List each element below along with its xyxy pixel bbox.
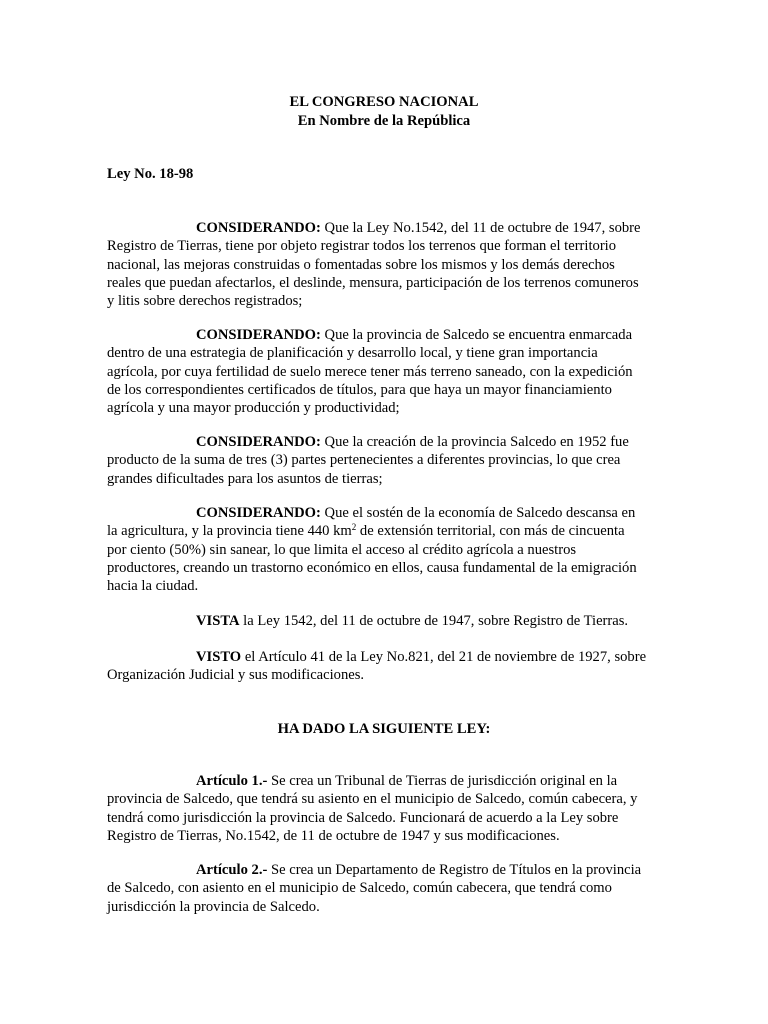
article-lead: Artículo 1.- — [196, 773, 268, 789]
article-lead: Artículo 2.- — [196, 862, 268, 878]
law-number: Ley No. 18-98 — [107, 166, 194, 182]
paragraph-text: de extensión territorial, con más de cincuenta — [356, 523, 625, 540]
paragraph-text: Se crea un Departamento de Registro de Títulos en la provincia — [267, 862, 642, 878]
considerando-paragraph-4 — [107, 504, 660, 595]
enactment-heading: HA DADO LA SIGUIENTE LEY: — [277, 721, 491, 737]
paragraph-text: Que la provincia de Salcedo se encuentra enmarcada — [320, 327, 633, 343]
paragraph-line: agrícola, por cuya fertilidad de suelo merece tener más terreno saneado, con la expedición — [107, 363, 633, 380]
paragraph-text: la agricultura, y la provincia tiene 440 km — [107, 523, 352, 540]
paragraph-line: Registro de Tierras, tiene por objeto registrar todos los terrenos que forman el territorio — [107, 238, 617, 255]
considerando-lead: CONSIDERANDO: — [196, 220, 321, 236]
paragraph-text: Que la creación de la provincia Salcedo en 1952 fue — [320, 434, 629, 450]
considerando-paragraph-2 — [107, 326, 660, 417]
paragraph-text: Que el sostén de la economía de Salcedo descansa en — [320, 505, 636, 521]
paragraph-line: de Salcedo, con asiento en el municipio de Salcedo, común cabecera, que tendrá como — [107, 880, 612, 897]
paragraph-line: Registro de Tierras, No.1542, de 11 de octubre de 1947 y sus modificaciones. — [107, 827, 560, 844]
paragraph-line: Organización Judicial y sus modificaciones. — [107, 667, 365, 684]
considerando-paragraph-3 — [107, 433, 660, 488]
paragraph-line: nacional, las mejoras construidas o fomentadas sobre los mismos y los demás derechos — [107, 256, 615, 273]
paragraph-line: tendrá como jurisdicción la provincia de Salcedo. Funcionará de acuerdo a la Ley sobre — [107, 809, 619, 826]
paragraph-line: agrícola y una mayor producción y productividad; — [107, 400, 400, 417]
considerando-lead: CONSIDERANDO: — [196, 434, 321, 450]
paragraph-line: por ciento (50%) sin sanear, lo que limita el acceso al crédito agrícola a nuestros — [107, 541, 577, 558]
paragraph-line: y litis sobre derechos registrados; — [107, 293, 303, 310]
paragraph-line: reales que puedan afectarlos, el deslinde, mensura, participación de los terrenos comuneros — [107, 274, 639, 291]
paragraph-text: el Artículo 41 de la Ley No.821, del 21 de noviembre de 1927, sobre — [241, 649, 647, 665]
paragraph-line: jurisdicción la provincia de Salcedo. — [107, 898, 320, 915]
paragraph-line: provincia de Salcedo, que tendrá su asiento en el municipio de Salcedo, común cabecera, y — [107, 791, 638, 808]
document-subtitle: En Nombre de la República — [297, 113, 471, 129]
paragraph-line: productores, creando un trastorno económico en ellos, causa fundamental de la emigración — [107, 559, 637, 576]
article-1-paragraph — [107, 772, 660, 845]
considerando-paragraph-1 — [107, 219, 660, 310]
paragraph-text: Que la Ley No.1542, del 11 de octubre de 1947, sobre — [320, 220, 641, 236]
article-2-paragraph — [107, 861, 660, 916]
visto-lead: VISTO — [196, 649, 242, 665]
document-title: EL CONGRESO NACIONAL — [289, 94, 479, 110]
vista-paragraph — [107, 612, 660, 630]
paragraph-line: producto de la suma de tres (3) partes pertenecientes a diferentes provincias, lo que crea — [107, 452, 621, 469]
paragraph-line: de los correspondientes certificados de títulos, para que haya un mayor financiamiento — [107, 381, 612, 398]
visto-paragraph — [107, 648, 660, 685]
paragraph-line: grandes dificultades para los asuntos de tierras; — [107, 470, 383, 487]
paragraph-line: hacia la ciudad. — [107, 578, 199, 595]
superscript-exponent: 2 — [351, 522, 357, 533]
considerando-lead: CONSIDERANDO: — [196, 327, 321, 343]
paragraph-text: la Ley 1542, del 11 de octubre de 1947, sobre Registro de Tierras. — [239, 613, 629, 629]
paragraph-text: Se crea un Tribunal de Tierras de jurisdicción original en la — [267, 773, 618, 789]
considerando-lead: CONSIDERANDO: — [196, 505, 321, 521]
paragraph-line: dentro de una estrategia de planificación y desarrollo local, y tiene gran importancia — [107, 345, 598, 362]
vista-lead: VISTA — [196, 613, 240, 629]
